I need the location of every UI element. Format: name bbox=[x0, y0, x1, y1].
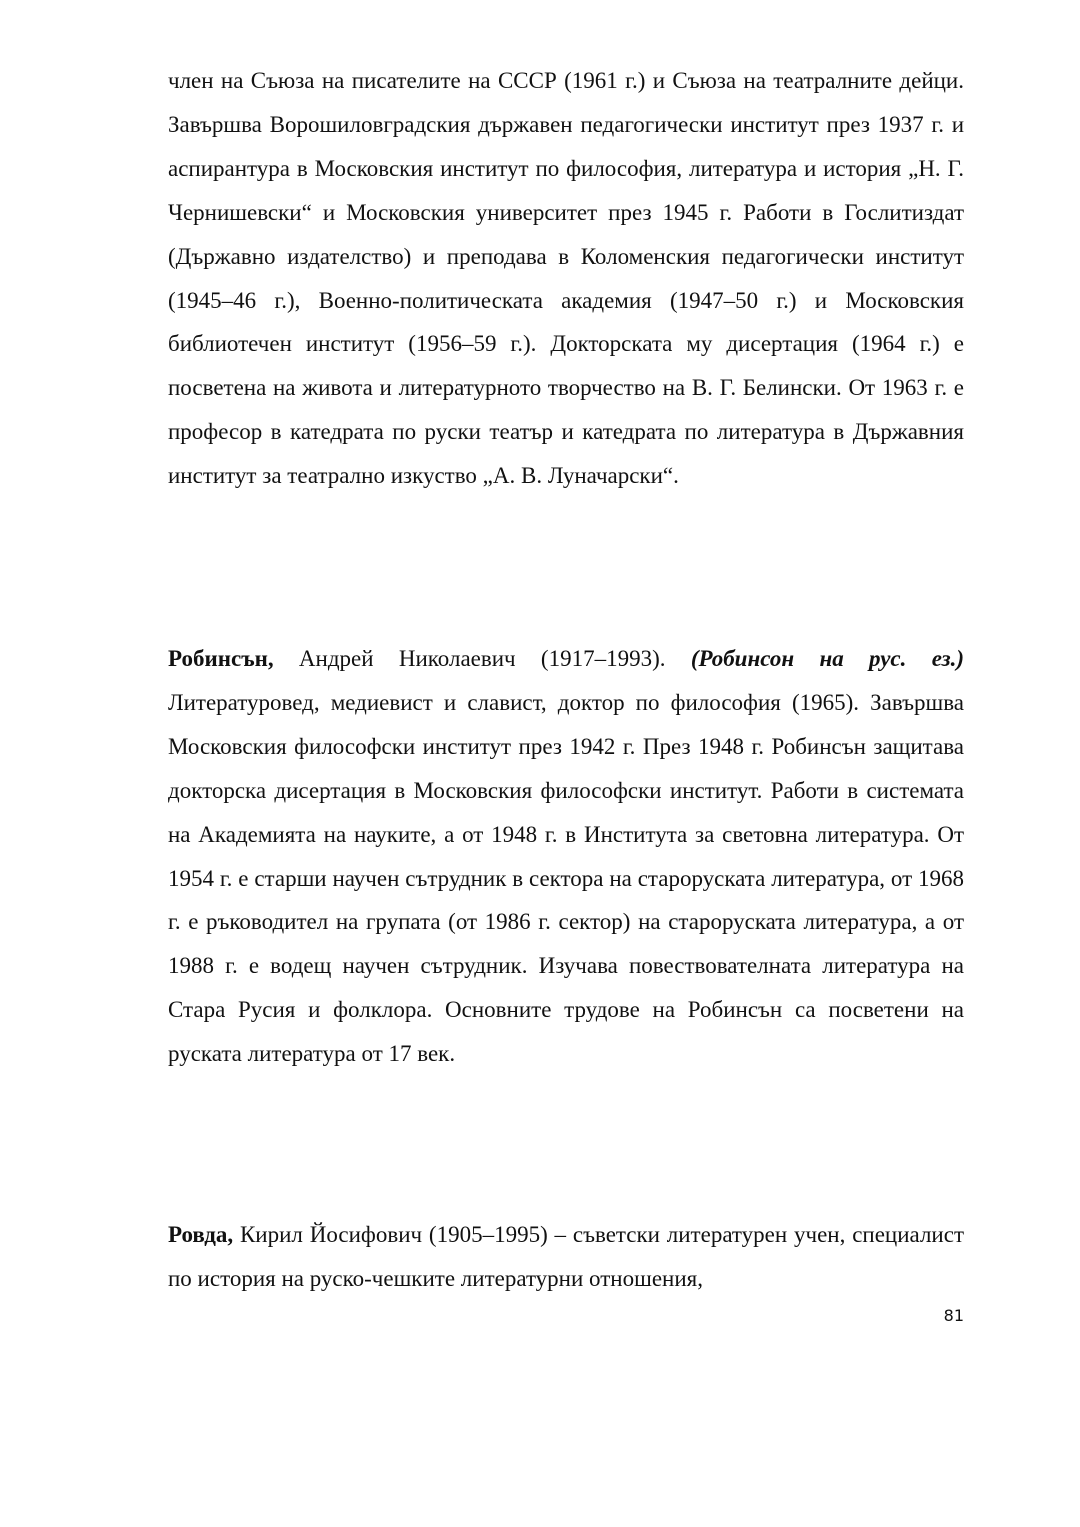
entry-original-name: (Робинсон на рус. ез.) bbox=[690, 646, 964, 671]
paragraph-text: Кирил Йосифович (1905–1995) – съветски литературен учен, специалист по история на руско-чешките литературни отношения, bbox=[168, 1222, 964, 1291]
paragraph-entry-rovda bbox=[168, 1213, 964, 1301]
entry-name: Робинсън, bbox=[168, 646, 274, 671]
entry-name: Ровда, bbox=[168, 1222, 234, 1247]
paragraph-text: член на Съюза на писателите на СССР (1961 г.) и Съюза на театралните дейци. Завършва Ворошиловградския държавен педагогически институт през 1937 г. и аспирантура в Московския институт по философия, литература и история „Н. Г. Чернишевски“ и Московския университет през 1945 г. Работи в Гослитиздат (Държавно издателство) и преподава в Коломенския педагогически институт (1945–46 г.), Военно-политическата академия (1947–50 г.) и Московския библиотечен институт (1956–59 г.). Докторската му дисертация (1964 г.) е посветена на живота и литературното творчество на В. Г. Белински. От 1963 г. е професор в катедрата по руски театър и катедрата по литература в Държавния институт за театрално изкуство „А. В. Луначарски“. bbox=[168, 68, 964, 489]
page-number: 81 bbox=[943, 1306, 964, 1325]
entry-intro: Андрей Николаевич (1917–1993). bbox=[273, 646, 691, 671]
paragraph-entry-robinson bbox=[168, 637, 964, 1076]
paragraph-text: Литературовед, медиевист и славист, доктор по философия (1965). Завършва Московския философски институт през 1942 г. През 1948 г. Робинсън защитава докторска дисертация в Московския философски институт. Работи в системата на Академията на науките, а от 1948 г. в Института за световна литература. От 1954 г. е старши научен сътрудник в сектора на староруската литература, от 1968 г. е ръководител на групата (от 1986 г. сектор) на староруската литература, а от 1988 г. е водещ научен сътрудник. Изучава повествователната литература на Стара Русия и фолклора. Основните трудове на Робинсън са посветени на руската литература от 17 век. bbox=[168, 689, 964, 1067]
paragraph-biography-continued bbox=[168, 59, 964, 498]
